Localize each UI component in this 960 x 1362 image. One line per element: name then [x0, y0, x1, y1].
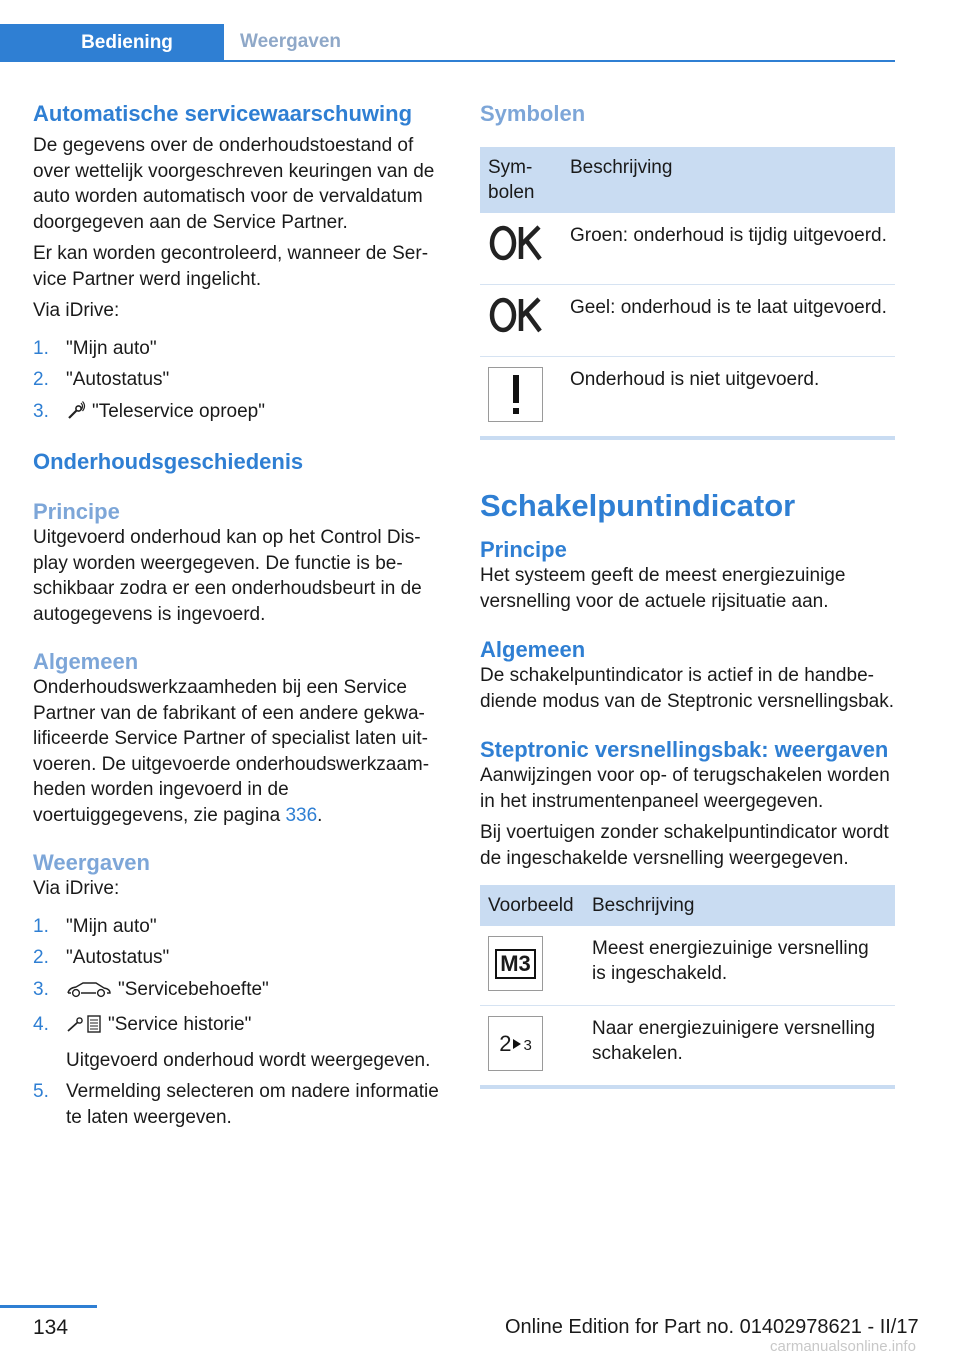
gear-to-label: 3 [523, 1037, 532, 1054]
page-number: 134 [33, 1316, 69, 1339]
gear-shift-2-3-icon [488, 1016, 543, 1071]
list-item: 4. "Service historie" Uitgevoerd onderhoud wordt weergegeven. [33, 1012, 448, 1073]
list-item: 1. "Mijn auto" [33, 915, 157, 937]
table-cell: Groen: onderhoud is tijdig uitgevoerd. [562, 213, 895, 285]
page-link[interactable]: 336 [285, 804, 318, 826]
arrow-right-icon [513, 1031, 521, 1056]
algemeen-title-right: Algemeen [480, 637, 586, 662]
steptronic-paragraph-1: Aanwijzingen voor op- of terugschakelen worden in het instrumentenpaneel weergegeven. [480, 765, 890, 812]
algemeen-paragraph-right: De schakelpuntindicator is actief in de handbediende modus van de Steptronic versnellingsbak. [480, 665, 895, 712]
auto-service-title: Automatische servicewaarschuwing [33, 101, 413, 126]
weergaven-title: Weergaven [33, 850, 150, 875]
footer-rule [0, 1305, 97, 1308]
table-row [480, 285, 895, 357]
table-cell: Naar energiezuinigere versnelling schakelen. [592, 1018, 876, 1064]
list-item: 1. "Mijn auto" [33, 337, 157, 359]
tab-weergaven[interactable]: Weergaven [240, 31, 342, 52]
table-cell: Geel: onderhoud is te laat uitgevoerd. [562, 285, 895, 357]
symbolen-title: Symbolen [480, 101, 586, 126]
schakel-title: Schakelpuntindicator [480, 488, 796, 523]
table-cell: Meest energiezuinige versnelling is ingeschakeld. [584, 926, 895, 1006]
principe-title-right: Principe [480, 537, 567, 562]
car-icon [66, 981, 112, 1007]
wrench-phone-icon [66, 401, 86, 429]
table-header: Beschrijving [584, 885, 895, 926]
gear-m3-label: M3 [495, 949, 536, 979]
tab-bediening[interactable]: Bediening [0, 24, 224, 62]
table-row [480, 926, 895, 1006]
principe-paragraph-left: Uitgevoerd onderhoud kan op het Control Display worden weergegeven. De functie is beschikbaar zodra er een onderhoudsbeurt in de autogegevens is ingevoerd. [33, 527, 422, 625]
table-header: Sym- bolen [480, 147, 562, 213]
list-item: 3. "Servicebehoefte" [33, 977, 448, 1007]
example-table [480, 885, 895, 1085]
weergaven-steps [33, 914, 448, 1131]
table-row [480, 213, 895, 285]
principe-title-left: Principe [33, 499, 120, 524]
auto-service-paragraph-1: De gegevens over de onderhoudstoestand of over wettelijk voorgeschreven keuringen van de auto worden automatisch voor de vervaldatum doorgegeven aan de Service Partner. [33, 135, 435, 233]
table-end-rule [480, 1085, 895, 1089]
steptronic-paragraph-2: Bij voertuigen zonder schakelpuntindicator wordt de ingeschakelde versnelling weergegeven. [480, 822, 889, 869]
table-end-rule [480, 436, 895, 440]
symbols-table [480, 147, 895, 436]
auto-service-via: Via iDrive: [33, 300, 120, 321]
left-column [33, 100, 448, 1136]
algemeen-paragraph-left: Onderhoudswerkzaamheden bij een Service Partner van de fabrikant of een andere gekwalificeerde Service Partner of specialist laten uitvoeren. De uitgevoerde onderhoudswerkzaamheden worden ingevoerd in de voertuiggegevens, zie pagina 336. [33, 677, 430, 826]
gear-m3-icon [488, 936, 543, 991]
page-header [0, 24, 895, 62]
list-item: 5. Vermelding selecteren om nadere informatie te laten weergeven. [33, 1081, 439, 1128]
ok-yellow-icon [488, 319, 544, 340]
algemeen-title-left: Algemeen [33, 649, 139, 674]
table-row [480, 357, 895, 437]
auto-service-steps [33, 336, 448, 429]
ok-green-icon [488, 247, 544, 268]
watermark: carmanualsonline.info [770, 1338, 916, 1355]
edition-text: Online Edition for Part no. 01402978621 - II/17 [505, 1316, 919, 1338]
auto-service-paragraph-2: Er kan worden gecontroleerd, wanneer de Service Partner werd ingelicht. [33, 243, 429, 290]
step4-note: Uitgevoerd onderhoud wordt weergegeven. [66, 1049, 431, 1071]
table-header: Beschrijving [562, 147, 895, 213]
list-item: 3. "Teleservice oproep" [33, 399, 448, 429]
weergaven-via: Via iDrive: [33, 878, 120, 899]
list-item: 2. "Autostatus" [33, 947, 170, 968]
history-title: Onderhoudsgeschiedenis [33, 449, 304, 474]
exclamation-icon [488, 367, 543, 422]
service-history-icon [66, 1014, 102, 1042]
header-rule [0, 60, 895, 62]
steptronic-title: Steptronic versnellingsbak: weergaven [480, 737, 889, 762]
gear-from-label: 2 [499, 1030, 512, 1056]
table-header: Voorbeeld [480, 885, 584, 926]
table-row [480, 1006, 895, 1086]
list-item: 2. "Autostatus" [33, 369, 170, 390]
table-cell: Onderhoud is niet uitgevoerd. [570, 369, 820, 390]
principe-paragraph-right: Het systeem geeft de meest energiezuinige versnelling voor de actuele rijsituatie aan. [480, 565, 846, 612]
right-column [480, 100, 895, 1089]
